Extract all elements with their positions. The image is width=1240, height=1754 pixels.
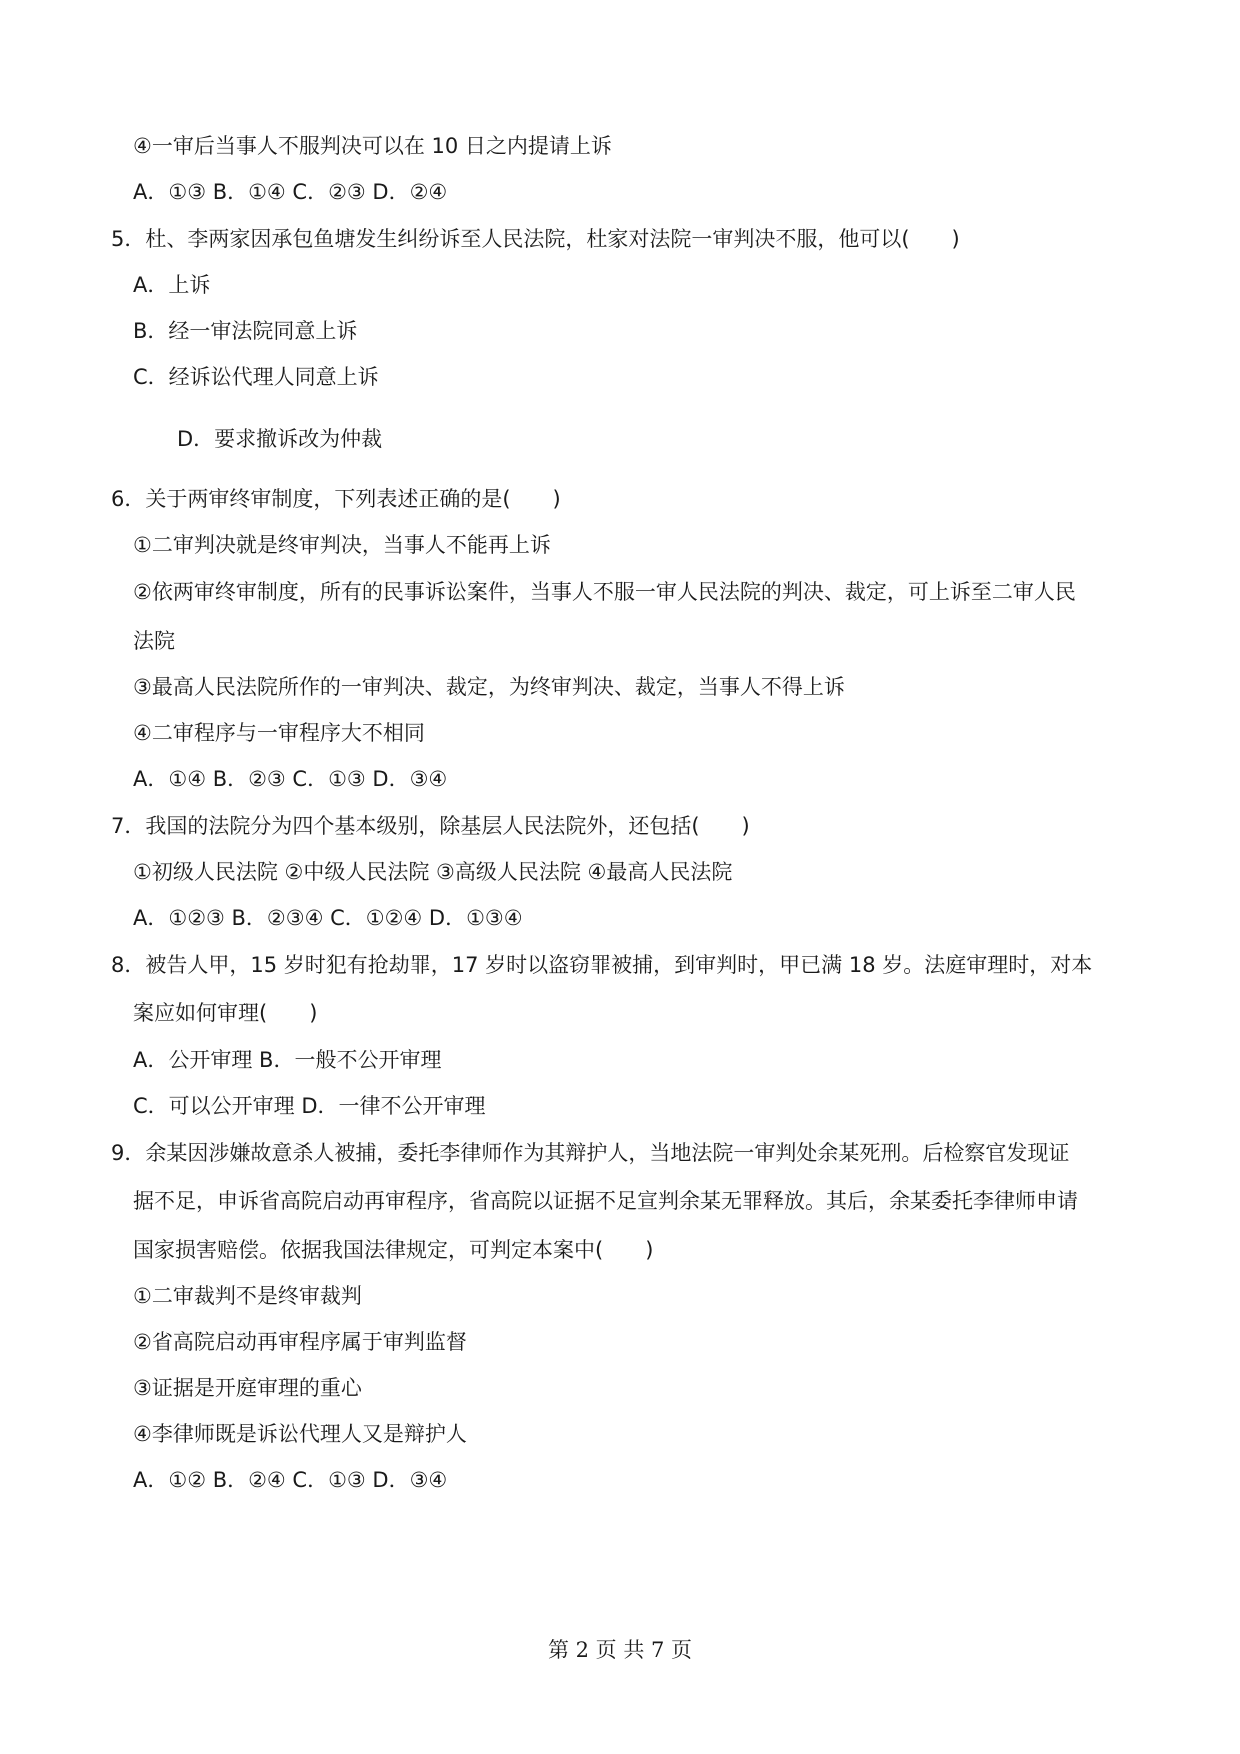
text-line: ④一审后当事人不服判决可以在 10 日之内提请上诉 <box>133 134 612 158</box>
text-line: ①二审判决就是终审判决，当事人不能再上诉 <box>133 533 551 557</box>
text-line: 8．被告人甲，15 岁时犯有抢劫罪，17 岁时以盗窃罪被捕，到审判时，甲已满 18 岁。法庭审理时，对本 <box>111 953 1093 977</box>
text-line: ③最高人民法院所作的一审判决、裁定，为终审判决、裁定，当事人不得上诉 <box>133 675 845 699</box>
text-line: A．①③ B．①④ C．②③ D．②④ <box>133 180 448 204</box>
text-line: C．可以公开审理 D．一律不公开审理 <box>133 1094 486 1118</box>
text-line: C．经诉讼代理人同意上诉 <box>133 365 379 389</box>
text-line: 6．关于两审终审制度，下列表述正确的是( ) <box>111 487 561 511</box>
text-line: 据不足，申诉省高院启动再审程序，省高院以证据不足宣判余某无罪释放。其后，余某委托李律师申请 <box>133 1189 1078 1213</box>
text-line: 法院 <box>133 629 175 653</box>
text-line: 5．杜、李两家因承包鱼塘发生纠纷诉至人民法院，杜家对法院一审判决不服，他可以( ) <box>111 227 960 251</box>
text-line: A．①④ B．②③ C．①③ D．③④ <box>133 767 448 791</box>
page-footer: 第 2 页 共 7 页 <box>547 1638 693 1662</box>
text-line: A．上诉 <box>133 273 211 297</box>
text-line: 国家损害赔偿。依据我国法律规定，可判定本案中( ) <box>133 1238 654 1262</box>
text-line: D．要求撤诉改为仲裁 <box>177 427 383 451</box>
text-line: A．公开审理 B．一般不公开审理 <box>133 1048 442 1072</box>
text-line: ④二审程序与一审程序大不相同 <box>133 721 425 745</box>
text-line: ②依两审终审制度，所有的民事诉讼案件，当事人不服一审人民法院的判决、裁定，可上诉至二审人民 <box>133 580 1076 604</box>
text-line: ③证据是开庭审理的重心 <box>133 1376 362 1400</box>
text-line: 7．我国的法院分为四个基本级别，除基层人民法院外，还包括( ) <box>111 814 750 838</box>
text-line: ①二审裁判不是终审裁判 <box>133 1284 362 1308</box>
text-line: ②省高院启动再审程序属于审判监督 <box>133 1330 467 1354</box>
text-line: A．①② B．②④ C．①③ D．③④ <box>133 1468 448 1492</box>
text-line: ④李律师既是诉讼代理人又是辩护人 <box>133 1422 467 1446</box>
text-line: A．①②③ B．②③④ C．①②④ D．①③④ <box>133 906 523 930</box>
text-line: ①初级人民法院 ②中级人民法院 ③高级人民法院 ④最高人民法院 <box>133 860 733 884</box>
text-line: 案应如何审理( ) <box>133 1001 318 1025</box>
text-line: B．经一审法院同意上诉 <box>133 319 358 343</box>
text-line: 9．余某因涉嫌故意杀人被捕，委托李律师作为其辩护人，当地法院一审判处余某死刑。后检察官发现证 <box>111 1141 1070 1165</box>
